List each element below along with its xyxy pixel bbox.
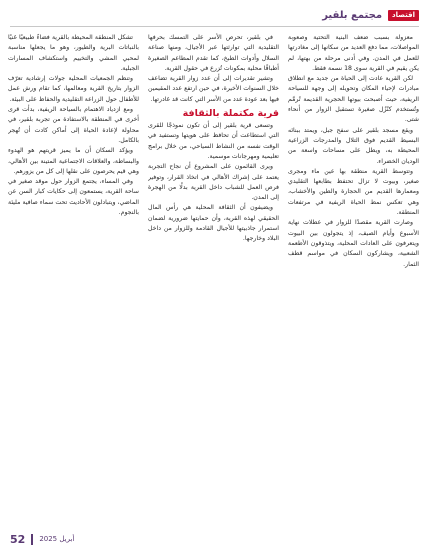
paragraph: معزولة بسبب ضعف البنية التحتية وصعوبة المواصلات، مما دفع العديد من سكانها إلى مغادرتها للعمل في المدن. وفي أدنى مرحلة من بهتها، لم يكن يقيم في القرية سوى 18 نسمة فقط.: [288, 34, 419, 72]
paragraph: ويرى القائمون على المشروع أن نجاح التجربة يعتمد على إشراك الأهالي في اتخاذ القرار، وتوفير فرص العمل للشباب داخل القرية بدلًا من الهجرة إلى المدن.: [148, 163, 279, 202]
page-footer: [10, 532, 74, 546]
column-middle: [148, 33, 279, 524]
paragraph: وصارت القرية مقصدًا للزوار في عطلات نهاية الأسبوع وأيام الصيف، إذ يتجولون بين البيوت ويتعرفون على العادات المحلية، ويتذوقون الأطعمة الشعبية، ويشاركون السكان في مواسم قطف الثمار.: [288, 219, 419, 268]
paragraph: وفي المساء، يجتمع الزوار حول موقد صغير في ساحة القرية، يستمعون إلى حكايات كبار السن عن الماضي، ويتبادلون الأحاديث تحت سماء صافية مليئة بالنجوم.: [8, 178, 139, 217]
paragraph: وتتوسط القرية منطقة بها عين ماء ومجرى صغير، وبيوت لا تزال تحتفظ بطابعها التقليدي ومعمارها القديم من الحجارة والطين والأخشاب، وهي تعكس نمط الحياة الريفية في مرتفعات المنطقة.: [288, 167, 419, 217]
column-left: [8, 33, 139, 524]
page-number: 52: [10, 532, 26, 546]
issue-date: أبريل 2025: [39, 535, 75, 543]
paragraph: ويقع مسجد بلقير على سفح جبل، ويمتد ببنائه البسيط القديم فوق التلال والمدرجات الزراعية المحيطة به، ويطل على مساحات واسعة من الوديان الخضراء.: [288, 126, 419, 165]
page-header: [10, 6, 419, 24]
paragraph: ويؤكد السكان أن ما يميز قريتهم هو الهدوء والبساطة، والعلاقات الاجتماعية المتينة بين الأهالي، وهي قيم يحرصون على نقلها إلى كل من يزورهم.: [8, 147, 139, 175]
paragraph: لكن القرية عادت إلى الحياة من جديد مع انطلاق مبادرات لإحياء المكان وتحويله إلى وجهة للسياحة الريفية، حيث أصبحت بيوتها الحجرية القديمة تُرمَّم وتُستخدم كنُزُل صغيرة تستقبل الزوار من أنحاء شتى.: [288, 75, 419, 124]
footer-divider: [31, 534, 33, 545]
paragraph: في بلقير، تحرص الأسر على التمسك بحرفها التقليدية التي توارثتها عبر الأجيال، ومنها صناعة السلال وأدوات الطبخ، كما تقدم المطاعم الصغيرة أطباقًا محلية بمكونات تُزرع في حقول القرية.: [148, 34, 279, 72]
header-divider: [10, 26, 419, 27]
paragraph: وتسعى قرية بلقير إلى أن تكون نموذجًا للقرى التي استطاعت أن تحافظ على هويتها وتستفيد في الوقت نفسه من النشاط السياحي، من خلال برامج تعليمية ومهرجانات موسمية.: [148, 122, 279, 160]
article-body: [8, 33, 419, 524]
paragraph: ويضيفون أن الثقافة المحلية هي رأس المال الحقيقي لهذه القرية، وأن حمايتها ضرورية لضمان استمرار جاذبيتها للأجيال القادمة وللزوار من داخل البلاد وخارجها.: [148, 204, 279, 243]
paragraph: وتنظم الجمعيات المحلية جولات إرشادية تعرّف الزوار بتاريخ القرية ومعالمها، كما تقام ورش عمل للأطفال حول الزراعة التقليدية والحفاظ على البيئة.: [8, 75, 139, 103]
article-title: مجتمع بلقير: [322, 9, 383, 21]
paragraph: ومع ازدياد الاهتمام بالسياحة الريفية، بدأت قرى أخرى في المنطقة بالاستفادة من تجربة بلقير، في محاولة لإعادة الحياة إلى أماكن كادت أن تُهجر بالكامل.: [8, 106, 139, 144]
section-tag: [322, 10, 419, 21]
section-subheading: قرية مكتملة بالثقافة: [182, 108, 279, 120]
section-badge: اقتصاد: [388, 10, 419, 21]
paragraph: تشكل المنطقة المحيطة بالقرية فضاءً طبيعيًا غنيًا بالنباتات البرية والطيور، وهو ما يجعلها مناسبة لمحبي المشي والتخييم واستكشاف المسارات الجبلية.: [8, 34, 139, 72]
paragraph: وتشير تقديرات إلى أن عدد زوار القرية تضاعف خلال السنوات الأخيرة، في حين ارتفع عدد المقيمين فيها بعد عودة عدد من الأسر التي كانت قد غادرتها.: [148, 75, 279, 103]
column-right: [288, 33, 419, 524]
